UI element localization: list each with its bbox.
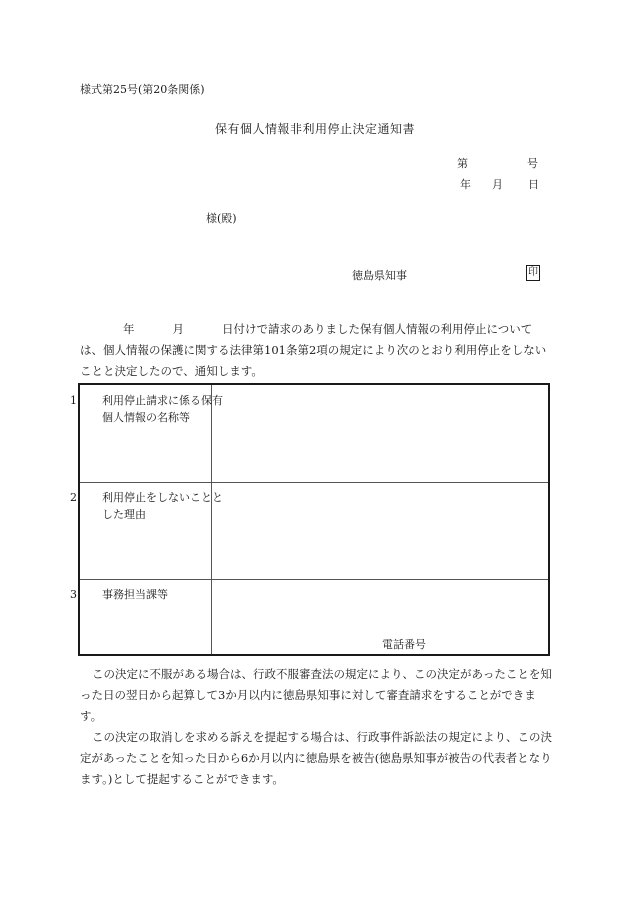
document-title: 保有個人情報非利用停止決定通知書: [214, 122, 415, 136]
doc-number-suffix: 号: [527, 157, 538, 170]
row-label-2: 2 利用停止をしないこととした理由: [70, 491, 223, 521]
intro-year: 年: [123, 322, 135, 336]
row-number: 1: [70, 394, 77, 407]
row-number: 3: [70, 588, 77, 601]
issuer: 徳島県知事: [352, 269, 407, 282]
row-label-1: 1 利用停止請求に係る保有個人情報の名称等: [70, 394, 223, 424]
row-number: 2: [70, 491, 77, 504]
date-day: 日: [528, 178, 539, 191]
info-table: [70, 383, 550, 656]
appeal-note: この決定に不服がある場合は、行政不服審査法の規定により、この決定があったことを知った日の翌日から起算して3か月以内に徳島県知事に対して審査請求をすることができます。: [80, 667, 552, 723]
phone-number-label: 電話番号: [382, 638, 426, 651]
row-divider: [80, 482, 548, 483]
date-year: 年: [460, 178, 471, 191]
row-divider: [80, 579, 548, 580]
seal-mark: 印: [526, 265, 540, 281]
intro-text: 日付けで請求のありました保有個人情報の利用停止については、個人情報の保護に関する法律第101条第2項の規定により次のとおり利用停止をしないことと決定したので、通知します。: [80, 322, 547, 378]
lawsuit-note: この決定の取消しを求める訴えを提起する場合は、行政事件訴訟法の規定により、この決定があったことを知った日から6か月以内に徳島県を被告(徳島県知事が被告の代表者となります。)として提起することができます。: [80, 730, 552, 786]
date-month: 月: [492, 178, 503, 191]
intro-month: 月: [172, 322, 184, 336]
addressee: 様(殿): [206, 212, 237, 225]
doc-number-prefix: 第: [457, 157, 468, 170]
row-label-3: 3 事務担当課等: [70, 588, 168, 601]
intro-paragraph: [80, 319, 552, 382]
form-number: 様式第25号(第20条関係): [80, 83, 205, 96]
